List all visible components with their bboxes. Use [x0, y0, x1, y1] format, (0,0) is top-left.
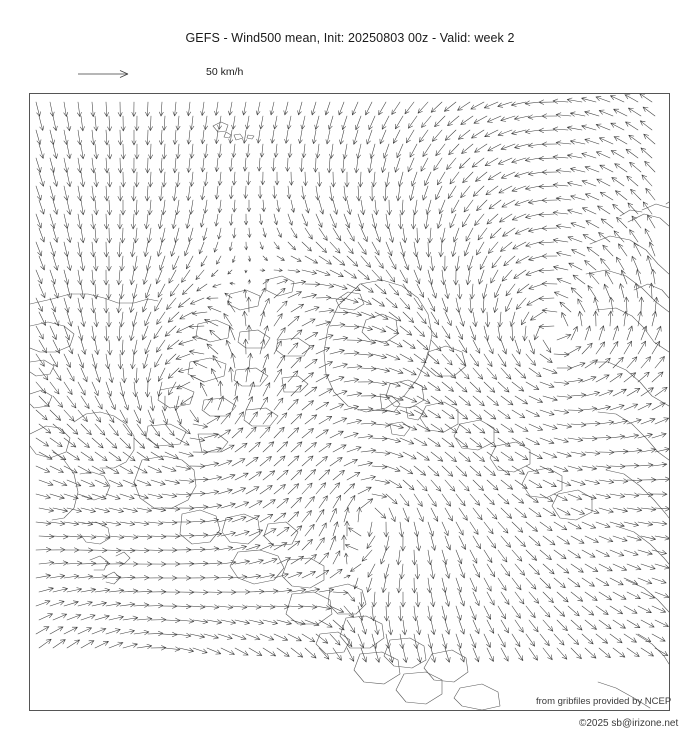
- wind-scale-legend: [76, 62, 376, 86]
- wind-scale-label: 50 km/h: [206, 66, 244, 78]
- wind-vectors: [36, 94, 669, 663]
- data-source-credit: from gribfiles provided by NCEP: [536, 696, 672, 707]
- map-canvas[interactable]: [29, 93, 670, 711]
- map-vector-layer: [30, 94, 672, 710]
- page-title: GEFS - Wind500 mean, Init: 20250803 00z - Valid: week 2: [185, 31, 515, 45]
- copyright-credit: ©2025 sb@irizone.net: [579, 718, 679, 729]
